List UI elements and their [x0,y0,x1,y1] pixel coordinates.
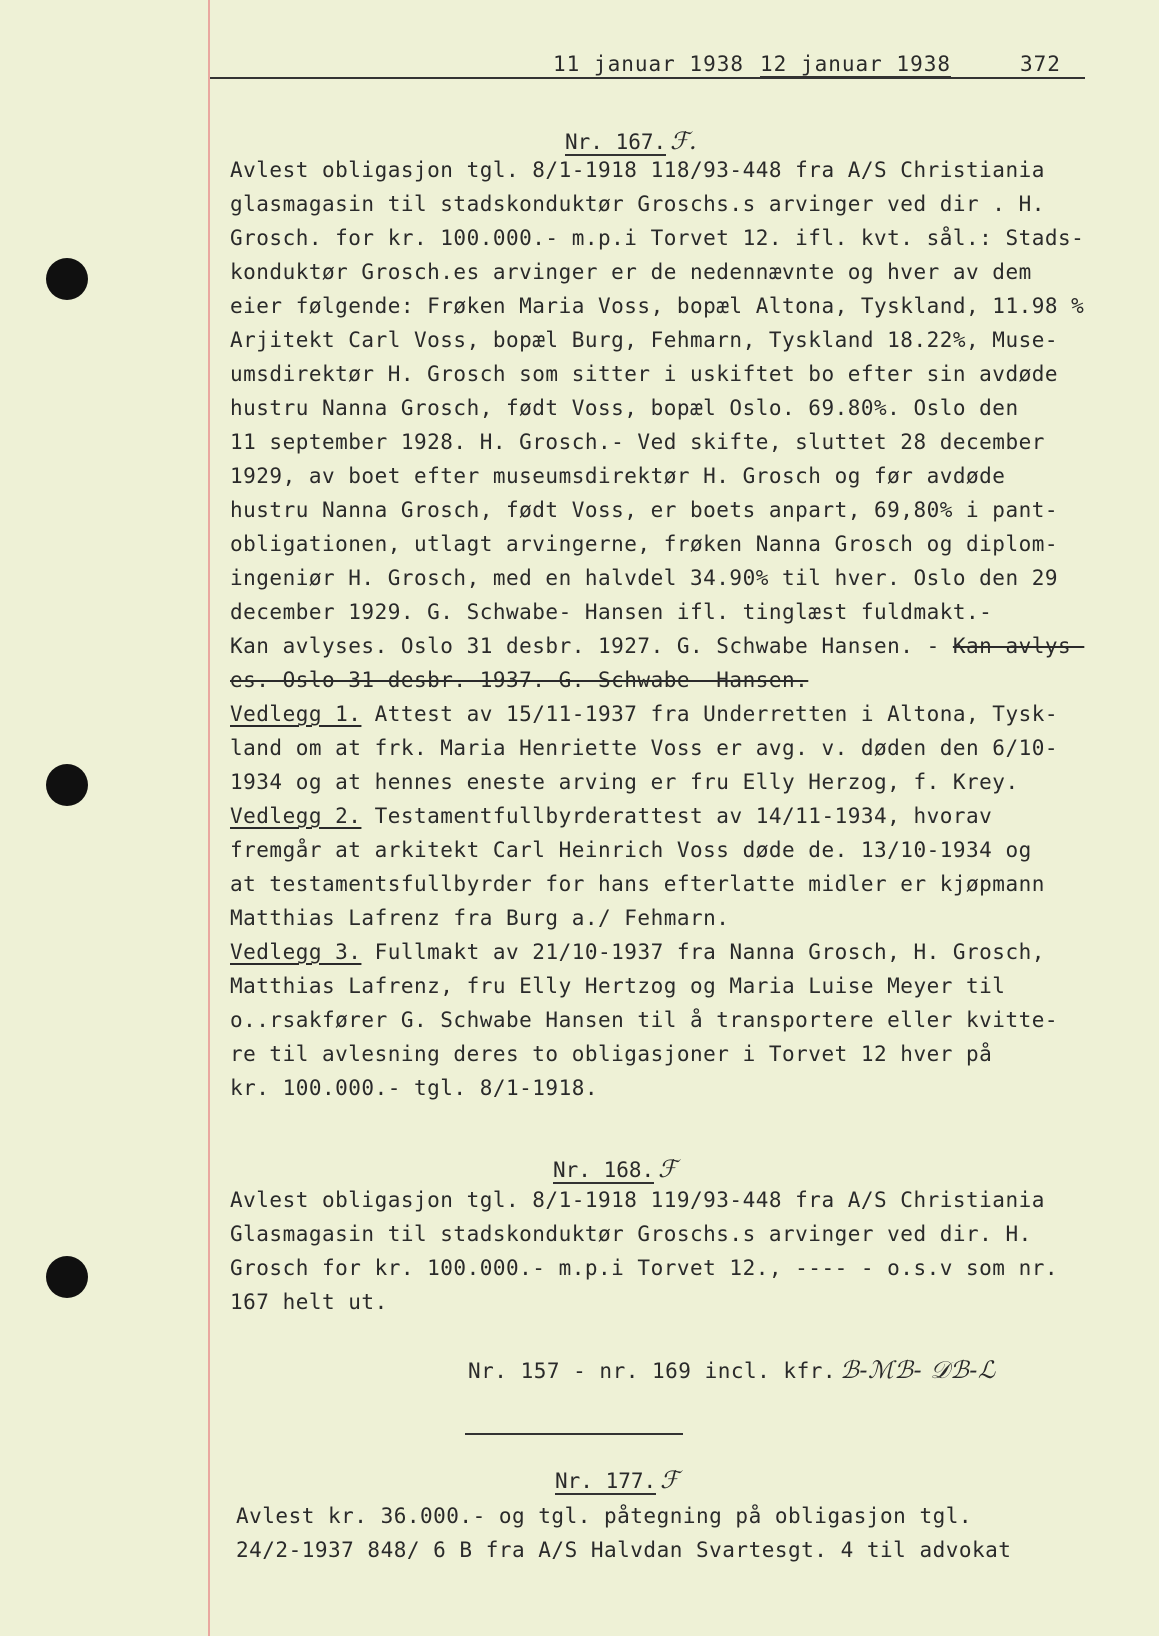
entry-167-line: re til avlesning deres to obligasjoner i Torvet 12 hver på [230,1042,993,1066]
page-number: 372 [1020,52,1061,76]
vedlegg-2-label: Vedlegg 2. [230,804,362,828]
entry-167-line: eier følgende: Frøken Maria Voss, bopæl Altona, Tyskland, 11.98 % [230,294,1085,318]
struck-text: Kan avlys- [952,634,1085,658]
punch-hole [46,1256,88,1298]
initials-signature: ℬ-ℳℬ- 𝒟ℬ-ℒ [840,1356,996,1384]
entry-167-line: hustru Nanna Grosch, født Voss, er boets anpart, 69,80% i pant- [230,498,1059,522]
entry-167-line [230,632,1084,660]
entry-167-line: at testamentsfullbyrder for hans efterlatte midler er kjøpmann [230,872,1045,896]
vedlegg-3-text: Fullmakt av 21/10-1937 fra Nanna Grosch, H. Grosch, [361,940,1045,964]
entry-168-line: Glasmagasin til stadskonduktør Groschs.s arvinger ved dir. H. [230,1222,1032,1246]
entry-167-line: glasmagasin til stadskonduktør Groschs.s arvinger ved dir . H. [230,192,1045,216]
entry-167-line: ingeniør H. Grosch, med en halvdel 34.90% til hver. Oslo den 29 [230,566,1059,590]
entry-167-line: 1929, av boet efter museumsdirektør H. Grosch og før avdøde [230,464,1006,488]
entry-167-line: umsdirektør H. Grosch som sitter i uskiftet bo efter sin avdøde [230,362,1059,386]
vedlegg-1-label: Vedlegg 1. [230,702,362,726]
vedlegg-3 [230,938,1045,966]
entry-167-heading: Nr. 167. ℱ. [565,127,697,155]
entry-168-heading: Nr. 168. ℱ [553,1155,678,1183]
entry-167-line [230,666,808,694]
entry-167-line: Matthias Lafrenz, fru Elly Hertzog og Maria Luise Meyer til [230,974,1006,998]
entry-167-line: land om at frk. Maria Henriette Voss er avg. v. døden den 6/10- [230,736,1059,760]
header-rule [210,77,1085,79]
header-date-1: 11 januar 1938 [553,52,745,76]
entry-167-line: konduktør Grosch.es arvinger er de nedennævnte og hver av dem [230,260,1032,284]
entry-167-line: fremgår at arkitekt Carl Heinrich Voss døde de. 13/10-1934 og [230,838,1032,862]
entry-167-line: Avlest obligasjon tgl. 8/1-1918 118/93-448 fra A/S Christiania [230,158,1045,182]
punch-hole [46,764,88,806]
header-date-2: 12 januar 1938 [760,52,952,76]
entry-167-line: Arjitekt Carl Voss, bopæl Burg, Fehmarn, Tyskland 18.22%, Muse- [230,328,1059,352]
struck-text: es. Oslo 31 desbr. 1937. G. Schwabe- Hansen. [230,668,809,692]
vedlegg-2 [230,802,992,830]
entry-168-mark: ℱ [658,1155,678,1183]
entry-177-line: 24/2-1937 848/ 6 B fra A/S Halvdan Svartesgt. 4 til advokat [236,1538,1012,1562]
entry-177-mark: ℱ [660,1466,680,1494]
entry-168-line: 167 helt ut. [230,1290,388,1314]
kan-avlyses-text: Kan avlyses. Oslo 31 desbr. 1927. G. Schwabe Hansen. - [230,634,953,658]
entry-167-line: Grosch. for kr. 100.000.- m.p.i Torvet 12. ifl. kvt. sål.: Stads- [230,226,1085,250]
entry-167-line: 1934 og at hennes eneste arving er fru Elly Herzog, f. Krey. [230,770,1019,794]
vedlegg-2-text: Testamentfullbyrderattest av 14/11-1934, hvorav [361,804,993,828]
vedlegg-3-label: Vedlegg 3. [230,940,362,964]
entry-167-line: Matthias Lafrenz fra Burg a./ Fehmarn. [230,906,730,930]
entry-177-line: Avlest kr. 36.000.- og tgl. påtegning på obligasjon tgl. [236,1504,973,1528]
summary-line [468,1356,996,1385]
entry-168-line: Grosch for kr. 100.000.- m.p.i Torvet 12., ---- - o.s.v som nr. [230,1256,1059,1280]
entry-167-line: december 1929. G. Schwabe- Hansen ifl. tinglæst fuldmakt.- [230,600,993,624]
vedlegg-1-text: Attest av 15/11-1937 fra Underretten i Altona, Tysk- [361,702,1059,726]
margin-line [208,0,210,1636]
vedlegg-1 [230,700,1058,728]
separator-rule [465,1433,683,1435]
entry-167-line: o..rsakfører G. Schwabe Hansen til å transportere eller kvitte- [230,1008,1059,1032]
summary-text: Nr. 157 - nr. 169 incl. kfr. [468,1359,837,1383]
entry-167-mark: ℱ. [670,127,697,155]
entry-168-line: Avlest obligasjon tgl. 8/1-1918 119/93-448 fra A/S Christiania [230,1188,1045,1212]
entry-167-line: obligationen, utlagt arvingerne, frøken Nanna Grosch og diplom- [230,532,1059,556]
entry-177-heading: Nr. 177. ℱ [555,1466,680,1494]
punch-hole [46,258,88,300]
entry-167-line: hustru Nanna Grosch, født Voss, bopæl Oslo. 69.80%. Oslo den [230,396,1019,420]
entry-167-line: 11 september 1928. H. Grosch.- Ved skifte, sluttet 28 december [230,430,1045,454]
entry-167-line: kr. 100.000.- tgl. 8/1-1918. [230,1076,599,1100]
